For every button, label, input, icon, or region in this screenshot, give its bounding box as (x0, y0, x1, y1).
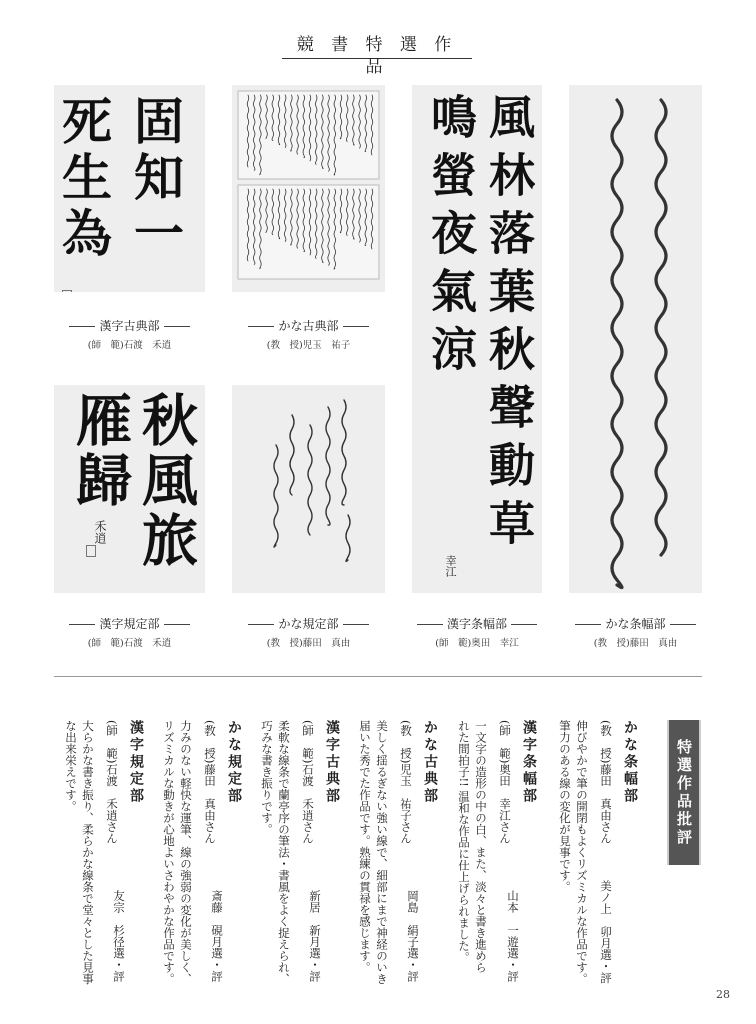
critique-reviewer: 山本 一遊選・評 (506, 890, 520, 982)
artwork-kanji-kitei (54, 385, 205, 593)
critique-heading: 漢字古典部 (324, 720, 340, 805)
critique-author: (教 授)児玉 祐子さん (399, 720, 413, 844)
seal-signature: 禾逍 (93, 520, 107, 544)
critique-reviewer: 美ノ上 卯月選・評 (599, 880, 613, 984)
manuscript-panel (238, 91, 379, 179)
caption-category: 漢字条幅部 (412, 615, 542, 632)
artwork-kanji-jofuku (412, 85, 542, 593)
critique-reviewer: 友宗 杉径選・評 (112, 890, 126, 982)
critique-reviewer: 斎藤 硯月選・評 (210, 890, 224, 982)
critique-body: 大らかな書き振り、柔らかな線条で堂々とした見事 (81, 720, 95, 985)
critique-body: れた間拍子!! 温和な作品に仕上げられました。 (457, 720, 471, 963)
caption-category: かな古典部 (232, 317, 385, 334)
critique-author: (教 授)藤田 真由さん (599, 720, 613, 844)
critique-author: (師 範)奥田 幸江さん (498, 720, 512, 844)
artwork-kana-jofuku (569, 85, 702, 593)
critique-author: (師 範)石渡 禾逍さん (105, 720, 119, 844)
kana-stroke (346, 515, 350, 561)
kana-stroke (274, 445, 278, 547)
critique-author: (教 授)藤田 真由さん (203, 720, 217, 844)
caption-author: (師 範)石渡 禾逍 (87, 340, 172, 351)
critique-body: 届いた秀でた作品です。熟練の貫禄を感じます。 (358, 720, 372, 973)
section-divider (54, 676, 702, 677)
artwork-text: 秋風旅雁歸 (67, 391, 199, 571)
caption-category: 漢字規定部 (54, 615, 205, 632)
critique-heading: 漢字規定部 (128, 720, 144, 805)
artwork-text: 風林落葉秋聲動草鳴螢夜氣涼 (424, 93, 536, 557)
page-number: 28 (716, 988, 730, 1001)
manuscript-panel (238, 185, 379, 279)
critique-body: 一文字の造形の中の白、また、淡々と書き進めら (474, 720, 488, 973)
caption-author: (教 授)児玉 祐子 (266, 340, 351, 351)
artwork-kana-koten (232, 85, 385, 292)
caption-category: かな規定部 (232, 615, 385, 632)
critique-reviewer: 岡島 絹子選・評 (406, 890, 420, 982)
critique-body: 巧みな書き振りです。 (260, 720, 274, 835)
artwork-text: 固知一死生為 (54, 95, 185, 263)
critique-body: 伸びやかで筆の開閉もよくリズミカルな作品です。 (575, 720, 589, 985)
artwork-kanji-koten (54, 85, 205, 292)
kana-stroke (290, 415, 294, 495)
caption-category: かな条幅部 (569, 615, 702, 632)
critique-reviewer: 新居 新月選・評 (308, 890, 322, 982)
caption-author: (師 範)石渡 禾逍 (87, 638, 172, 649)
artwork-kana-kitei (232, 385, 385, 593)
seal (62, 290, 72, 292)
critique-body: 力みのない軽快な運筆、線の強弱の変化が美しく、 (179, 720, 193, 985)
kana-scroll (232, 385, 385, 593)
critique-heading: かな古典部 (422, 720, 438, 805)
page-title: 競 書 特 選 作 品 (282, 34, 472, 59)
critique-body: 柔軟な線条で蘭亭序の筆法・書風をよく捉えられ、 (277, 720, 291, 985)
kana-stroke (342, 400, 346, 505)
kana-stroke (308, 425, 312, 535)
kana-stroke (612, 100, 622, 588)
caption-author: (教 授)藤田 真由 (593, 638, 678, 649)
critique-body: リズミカルな動きが心地よいさわやかな作品です。 (162, 720, 176, 985)
caption-author: (教 授)藤田 真由 (266, 638, 351, 649)
critique-body: 美しく揺るぎない強い線で、細部にまで神経のいき (375, 720, 389, 985)
critique-body: 筆力のある線の変化が見事です。 (558, 720, 572, 893)
critique-heading: 漢字条幅部 (521, 720, 537, 805)
critique-heading: かな条幅部 (622, 720, 638, 805)
kana-stroke (656, 100, 666, 555)
caption-category: 漢字古典部 (54, 317, 205, 334)
kana-stroke (326, 407, 330, 525)
kana-manuscript (232, 85, 385, 292)
kana-long-scroll (569, 85, 702, 593)
critique-heading: かな規定部 (226, 720, 242, 805)
critique-author: (師 範)石渡 禾逍さん (301, 720, 315, 844)
seal (86, 545, 96, 557)
critique-body: な出来栄えです。 (64, 720, 78, 812)
caption-author: (師 範)奥田 幸江 (435, 638, 519, 649)
critique-banner: 特選作品批評 (667, 720, 701, 865)
seal-signature: 幸江 (444, 555, 457, 577)
